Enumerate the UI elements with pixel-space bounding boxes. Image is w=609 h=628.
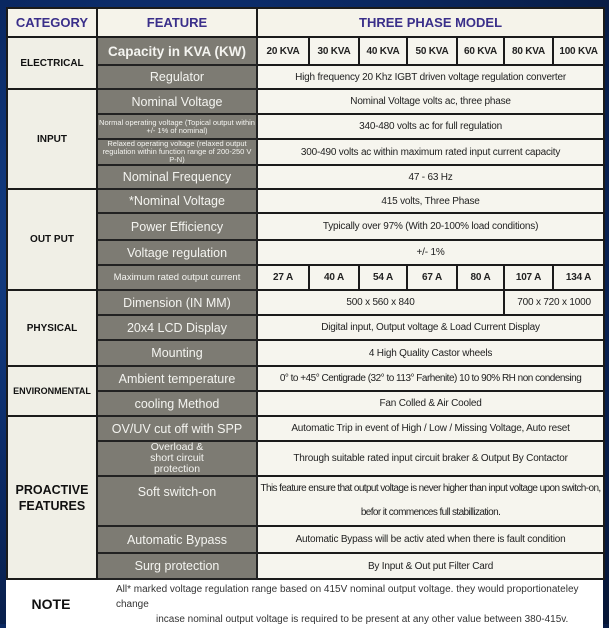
value-cell (257, 476, 604, 526)
feature-cell: Overload & short circuit protection (97, 441, 257, 476)
capacity-cell: 60 KVA (457, 37, 504, 65)
capacity-cell: 50 KVA (407, 37, 457, 65)
value-line: This feature ensure that output voltage is never higher than input voltage upon switch-on, (260, 483, 601, 494)
feature-cell: OV/UV cut off with SPP (97, 416, 257, 441)
value-cell: 340-480 volts ac for full regulation (257, 114, 604, 139)
feature-cell: Nominal Frequency (97, 165, 257, 189)
current-cell: 67 A (407, 265, 457, 290)
value-cell: Fan Colled & Air Cooled (257, 391, 604, 416)
feature-cell: Dimension (IN MM) (97, 290, 257, 315)
category-input: INPUT (7, 89, 97, 189)
feature-cell: Power Efficiency (97, 213, 257, 240)
table-row (7, 416, 604, 441)
capacity-cell: 100 KVA (553, 37, 604, 65)
table-row (7, 65, 604, 89)
current-cell: 80 A (457, 265, 504, 290)
feature-cell: 20x4 LCD Display (97, 315, 257, 340)
capacity-cell: 30 KVA (309, 37, 359, 65)
value-cell: Nominal Voltage volts ac, three phase (257, 89, 604, 114)
header-feature: FEATURE (97, 8, 257, 37)
value-cell: +/- 1% (257, 240, 604, 265)
table-row (7, 476, 604, 526)
table-row (7, 391, 604, 416)
note-section (6, 580, 603, 628)
table-row (7, 139, 604, 165)
value-cell: Through suitable rated input circuit braker & Output By Contactor (257, 441, 604, 476)
feature-cell: Maximum rated output current (97, 265, 257, 290)
feature-cell: Relaxed operating voltage (relaxed output regulation within function range of 200-250 V P-N) (97, 139, 257, 165)
table-row (7, 526, 604, 553)
table-row (7, 240, 604, 265)
value-cell: 4 High Quality Castor wheels (257, 340, 604, 366)
value-cell: Typically over 97% (With 20-100% load conditions) (257, 213, 604, 240)
current-cell: 107 A (504, 265, 553, 290)
table-row (7, 366, 604, 391)
value-cell: Automatic Trip in event of High / Low / Missing Voltage, Auto reset (257, 416, 604, 441)
feature-cell: Nominal Voltage (97, 89, 257, 114)
value-cell: 0° to +45° Centigrade (32° to 113° Farhenite) 10 to 90% RH non condensing (257, 366, 604, 391)
feature-cell: *Nominal Voltage (97, 189, 257, 213)
table-row (7, 89, 604, 114)
table-row (7, 290, 604, 315)
table-row (7, 213, 604, 240)
table-row (7, 265, 604, 290)
value-cell: 415 volts, Three Phase (257, 189, 604, 213)
feature-cell: Soft switch-on (97, 476, 257, 526)
note-line: All* marked voltage regulation range based on 415V nominal output voltage. they would proportionateley change (116, 583, 579, 610)
table-row (7, 114, 604, 139)
value-cell: 700 x 720 x 1000 (504, 290, 604, 315)
feature-cell: Surg protection (97, 553, 257, 579)
note-label: NOTE (31, 596, 71, 612)
table-row (7, 441, 604, 476)
feature-cell: cooling Method (97, 391, 257, 416)
note-text (96, 580, 603, 628)
category-proactive-line: FEATURES (18, 498, 86, 513)
header-model: THREE PHASE MODEL (257, 8, 604, 37)
table-row (7, 165, 604, 189)
value-cell: Automatic Bypass will be activ ated when there is fault condition (257, 526, 604, 553)
current-cell: 134 A (553, 265, 604, 290)
value-cell: 500 x 560 x 840 (257, 290, 504, 315)
spec-table (6, 7, 605, 580)
feature-cell: Normal operating voltage (Topical output within +/- 1% of nominal) (97, 114, 257, 139)
value-cell: 47 - 63 Hz (257, 165, 604, 189)
value-cell: 300-490 volts ac within maximum rated input current capacity (257, 139, 604, 165)
category-environmental: ENVIRONMENTAL (7, 366, 97, 416)
feature-cell: Ambient temperature (97, 366, 257, 391)
header-category: CATEGORY (7, 8, 97, 37)
table-row (7, 315, 604, 340)
table-row (7, 189, 604, 213)
table-row (7, 37, 604, 65)
current-cell: 27 A (257, 265, 309, 290)
current-cell: 54 A (359, 265, 407, 290)
feature-cell: Automatic Bypass (97, 526, 257, 553)
feature-cell: Regulator (97, 65, 257, 89)
category-proactive-line: PROACTIVE (15, 482, 89, 497)
feature-cell: Mounting (97, 340, 257, 366)
capacity-cell: 40 KVA (359, 37, 407, 65)
value-cell: Digital input, Output voltage & Load Current Display (257, 315, 604, 340)
feature-cell: Voltage regulation (97, 240, 257, 265)
spec-table-container (6, 7, 603, 628)
category-proactive (7, 416, 97, 579)
value-cell: By Input & Out put Filter Card (257, 553, 604, 579)
category-output: OUT PUT (7, 189, 97, 290)
value-cell: High frequency 20 Khz IGBT driven voltage regulation converter (257, 65, 604, 89)
table-row (7, 553, 604, 579)
table-row (7, 340, 604, 366)
note-line: incase nominal output voltage is required to be present at any other value between 380-415v. (156, 613, 569, 625)
header-row (7, 8, 604, 37)
category-physical: PHYSICAL (7, 290, 97, 366)
category-electrical: ELECTRICAL (7, 37, 97, 89)
value-line: befor it commences full stabillization. (360, 507, 501, 518)
feature-capacity: Capacity in KVA (KW) (97, 37, 257, 65)
capacity-cell: 80 KVA (504, 37, 553, 65)
capacity-cell: 20 KVA (257, 37, 309, 65)
current-cell: 40 A (309, 265, 359, 290)
